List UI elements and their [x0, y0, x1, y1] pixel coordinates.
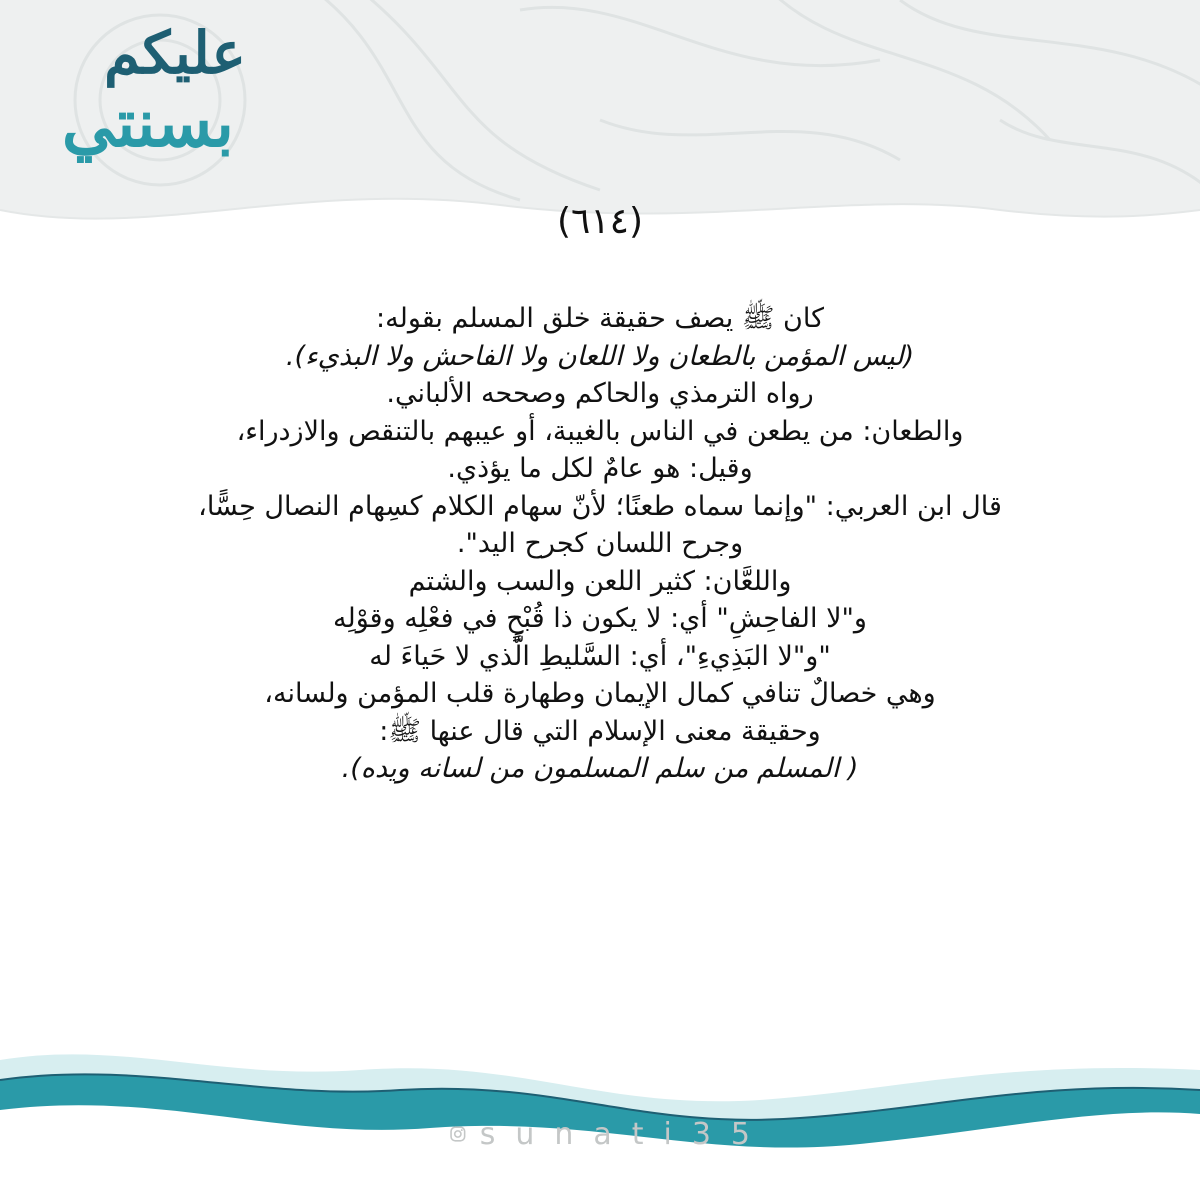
text-line: وقيل: هو عامٌ لكل ما يؤذي.: [447, 453, 753, 484]
text-line: و"لا الفاحِشِ" أي: لا يكون ذا قُبْحٍ في فعْلِه وقوْلِه: [333, 603, 867, 634]
instagram-icon: [450, 1119, 466, 1149]
post-content: [60, 200, 1140, 788]
text-line: واللعَّان: كثير اللعن والسب والشتم: [408, 565, 792, 597]
brand-logo: [62, 20, 252, 185]
hadith-quote: (ليس المؤمن بالطعان ولا اللعان ولا الفاحش ولا البذيء).: [285, 340, 915, 372]
text-line: وحقيقة معنى الإسلام التي قال عنها ﷺ:: [379, 715, 821, 747]
handle-text: sunati35: [479, 1116, 770, 1152]
logo-line-1: عليكم: [104, 19, 246, 87]
text-line: وجرح اللسان كجرح اليد".: [456, 528, 744, 559]
text-line: وهي خصالٌ تنافي كمال الإيمان وطهارة قلب المؤمن ولسانه،: [264, 678, 936, 709]
social-handle: [450, 1114, 770, 1154]
hadith-quote: ( المسلم من سلم المسلمون من لسانه ويده).: [341, 753, 859, 784]
post-number: (٦١٤): [556, 201, 644, 242]
logo-line-2: بسنتي: [61, 84, 234, 162]
text-line: كان ﷺ يصف حقيقة خلق المسلم بقوله:: [376, 303, 824, 334]
text-line: قال ابن العربي: "وإنما سماه طعنًا؛ لأنّ سهام الكلام كسِهام النصال حِسًّا،: [198, 490, 1002, 522]
text-line: رواه الترمذي والحاكم وصححه الألباني.: [386, 378, 814, 409]
text-line: "و"لا البَذِيءِ"، أي: السَّليطِ الَّذي لا حَياءَ له: [369, 640, 831, 672]
post-body: [60, 300, 1140, 788]
text-line: والطعان: من يطعن في الناس بالغيبة، أو عيبهم بالتنقص والازدراء،: [236, 415, 964, 447]
